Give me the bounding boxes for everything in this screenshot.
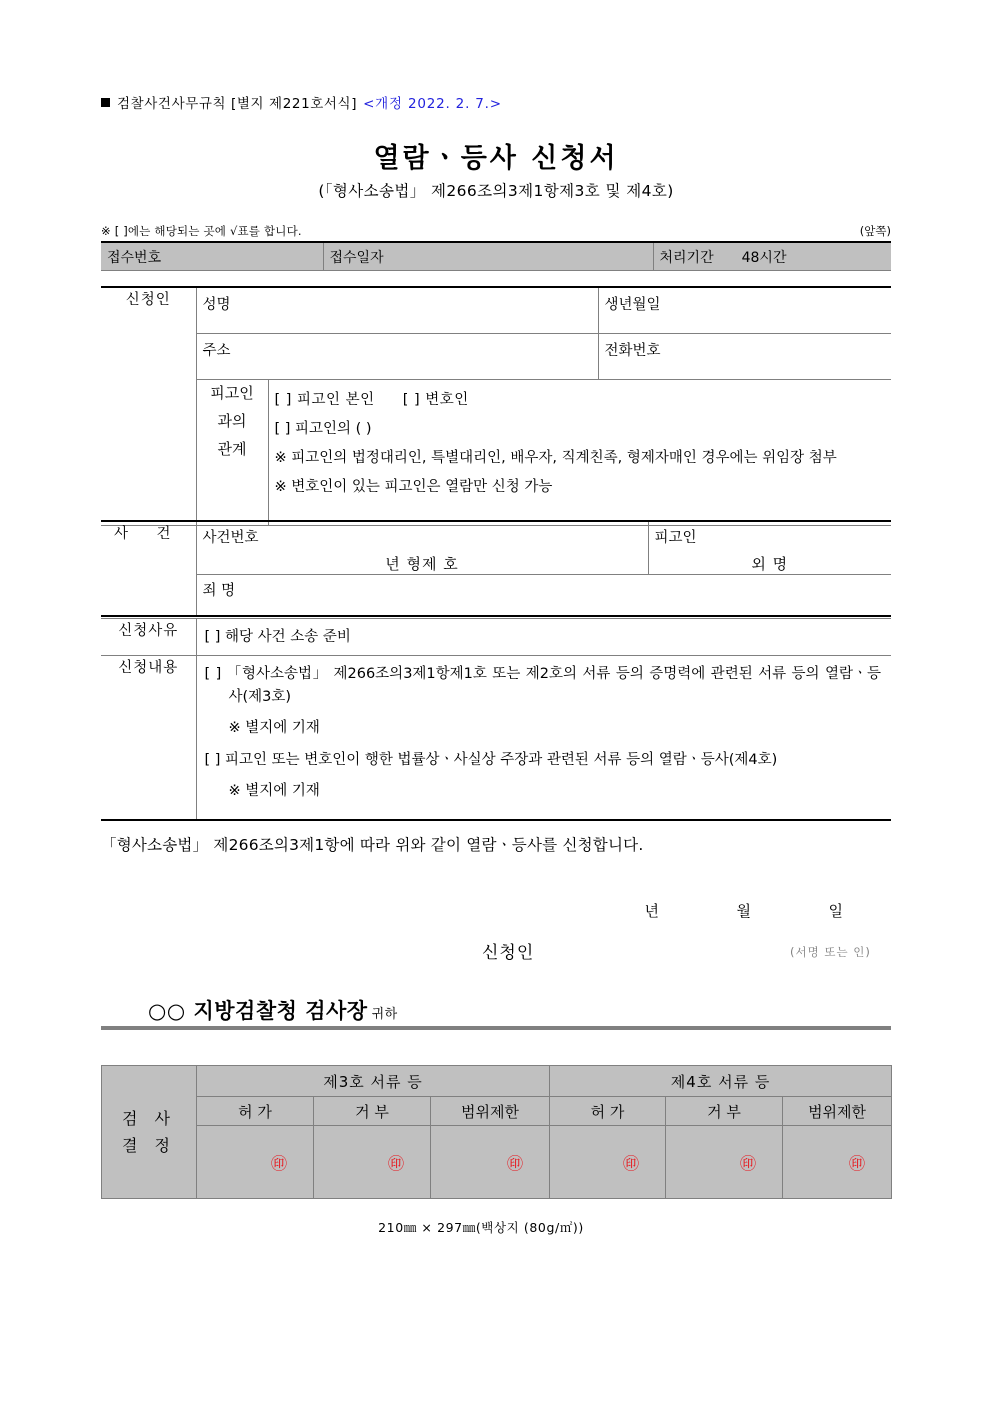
black-square-bullet-icon	[101, 98, 110, 107]
revision-date: <개정 2022. 2. 7.>	[363, 96, 502, 112]
case-defendant-cell[interactable]	[648, 521, 891, 575]
receipt-date-cell[interactable]	[323, 242, 653, 271]
decision-col-3-limit-header: 범위제한	[431, 1097, 550, 1126]
decision-cell-3-permit[interactable]	[197, 1126, 314, 1199]
reason-content-section	[101, 618, 891, 821]
content-item-2[interactable]: [ ] 피고인 또는 변호인이 행한 법률상ㆍ사실상 주장과 관련된 서류 등의 열람ㆍ등사(제4호)	[204, 751, 778, 768]
case-number-cell[interactable]	[196, 521, 648, 575]
relation-option-other[interactable]: [ ] 피고인의 ( )	[274, 421, 372, 437]
applicant-phone-cell[interactable]	[598, 334, 891, 380]
receipt-strip	[101, 241, 891, 271]
receipt-number-cell[interactable]	[101, 242, 323, 271]
decision-label-line2: 결 정	[122, 1136, 176, 1155]
seal-icon: ㊞	[507, 1153, 524, 1173]
case-section-label-cell	[101, 521, 196, 616]
applicant-birth-cell[interactable]	[598, 287, 891, 334]
date-line[interactable]	[0, 900, 992, 921]
applicant-name-cell[interactable]	[196, 287, 598, 334]
relation-label-cell	[196, 380, 268, 526]
reason-label-cell	[101, 619, 196, 656]
form-code-line	[101, 92, 502, 112]
receipt-date-label: 접수일자	[329, 250, 384, 266]
prosecutor-decision-table	[101, 1065, 892, 1199]
reason-item[interactable]: [ ] 해당 사건 소송 준비	[204, 629, 351, 645]
receipt-number-label: 접수번호	[107, 250, 162, 266]
decision-col-3-permit-header: 허 가	[197, 1097, 314, 1126]
applicant-birth-label: 생년월일	[604, 297, 661, 313]
relation-options	[269, 380, 892, 508]
case-section-label: 사 건	[113, 526, 183, 542]
date-year[interactable]: 년	[644, 902, 660, 920]
applicant-phone-label: 전화번호	[604, 343, 661, 359]
processing-period-label: 처리기간	[659, 250, 714, 266]
applicant-address-cell[interactable]	[196, 334, 598, 380]
relation-label-line2: 과의	[217, 411, 247, 430]
decision-section-label	[102, 1105, 196, 1159]
case-defendant-label: 피고인	[654, 530, 697, 546]
relation-label-line3: 관계	[217, 439, 247, 458]
relation-note-2: ※ 변호인이 있는 피고인은 열람만 신청 가능	[274, 479, 553, 495]
decision-label-line1: 검 사	[122, 1108, 176, 1128]
applicant-section	[101, 286, 891, 526]
content-items	[197, 656, 892, 809]
case-defendant-value: 외 명	[751, 555, 789, 573]
applicant-address-label: 주소	[202, 343, 231, 359]
reason-label: 신청사유	[118, 623, 179, 639]
applicant-section-label: 신청인	[125, 292, 171, 308]
relation-note-1: ※ 피고인의 법정대리인, 특별대리인, 배우자, 직계친족, 형제자매인 경우에는 위임장 첨부	[274, 450, 837, 466]
decision-col-3-refuse-header: 거 부	[314, 1097, 431, 1126]
processing-period-value: 48시간	[741, 250, 787, 266]
case-number-label: 사건번호	[202, 530, 259, 546]
content-label-cell	[101, 656, 196, 821]
decision-cell-4-refuse[interactable]	[666, 1126, 783, 1199]
decision-cell-3-limit[interactable]	[431, 1126, 550, 1199]
content-note-1: ※ 별지에 기재	[228, 720, 320, 737]
reason-value-cell[interactable]	[196, 619, 891, 656]
case-section	[101, 520, 891, 617]
relation-label-stack	[197, 380, 268, 463]
seal-icon: ㊞	[849, 1153, 866, 1173]
content-note-2: ※ 별지에 기재	[228, 783, 320, 800]
content-label: 신청내용	[118, 660, 179, 677]
addressee-office: ○○ 지방검찰청 검사장	[148, 999, 368, 1023]
processing-period-text	[654, 243, 892, 267]
declaration-statement: 「형사소송법」 제266조의3제1항에 따라 위와 같이 열람ㆍ등사를 신청합니다.	[101, 836, 644, 854]
processing-period-cell	[653, 242, 891, 271]
regulation-title: 검찰사건사무규칙 [별지 제221호서식]	[117, 96, 358, 112]
content-item-1[interactable]: [ ] 「형사소송법」 제266조의3제1항제1호 또는 제2호의 서류 등의 증명력에 관련된 서류 등의 열람ㆍ등사(제3호)	[204, 666, 881, 705]
decision-col-4-refuse-header: 거 부	[666, 1097, 783, 1126]
section-divider	[101, 1026, 891, 1030]
signature-hint: (서명 또는 인)	[790, 945, 871, 959]
page-title: 열람ㆍ등사 신청서	[373, 143, 619, 174]
seal-icon: ㊞	[740, 1153, 757, 1173]
decision-group-3-header	[197, 1066, 550, 1097]
decision-group-4-header	[550, 1066, 892, 1097]
case-charge-cell[interactable]	[196, 575, 891, 617]
page-subtitle: (「형사소송법」 제266조의3제1항제3호 및 제4호)	[318, 182, 674, 200]
relation-option-row-1[interactable]	[275, 386, 888, 415]
signature-label: 신청인	[482, 943, 535, 963]
seal-icon: ㊞	[623, 1153, 640, 1173]
addressee-honorific: 귀하	[371, 1007, 398, 1022]
decision-cell-3-refuse[interactable]	[314, 1126, 431, 1199]
checkbox-notice: ※ [ ]에는 해당되는 곳에 √표를 합니다.	[101, 224, 302, 238]
date-day[interactable]: 일	[828, 902, 844, 920]
decision-group-3-title: 제3호 서류 등	[323, 1072, 423, 1091]
relation-options-cell[interactable]	[268, 380, 891, 526]
date-month[interactable]: 월	[736, 902, 752, 920]
decision-col-4-limit-header: 범위제한	[783, 1097, 892, 1126]
decision-section-label-cell	[102, 1066, 197, 1199]
decision-group-4-title: 제4호 서류 등	[670, 1072, 771, 1091]
case-number-value: 년 형제 호	[385, 555, 459, 573]
paper-size-footnote: 210㎜ × 297㎜(백상지 (80g/㎡))	[378, 1220, 584, 1235]
relation-option-self[interactable]: [ ] 피고인 본인	[274, 392, 375, 408]
page-side-marker: (앞쪽)	[859, 224, 891, 238]
decision-col-4-permit-header: 허 가	[550, 1097, 666, 1126]
addressee-line	[148, 995, 398, 1025]
case-charge-label: 죄 명	[202, 583, 236, 599]
decision-cell-4-limit[interactable]	[783, 1126, 892, 1199]
relation-label-line1: 피고인	[210, 384, 254, 402]
relation-option-lawyer[interactable]: [ ] 변호인	[402, 392, 469, 408]
applicant-name-label: 성명	[202, 297, 231, 313]
seal-icon: ㊞	[270, 1153, 287, 1173]
decision-cell-4-permit[interactable]	[550, 1126, 666, 1199]
seal-icon: ㊞	[387, 1153, 404, 1173]
applicant-section-label-cell	[101, 287, 196, 526]
content-value-cell[interactable]	[196, 656, 891, 821]
